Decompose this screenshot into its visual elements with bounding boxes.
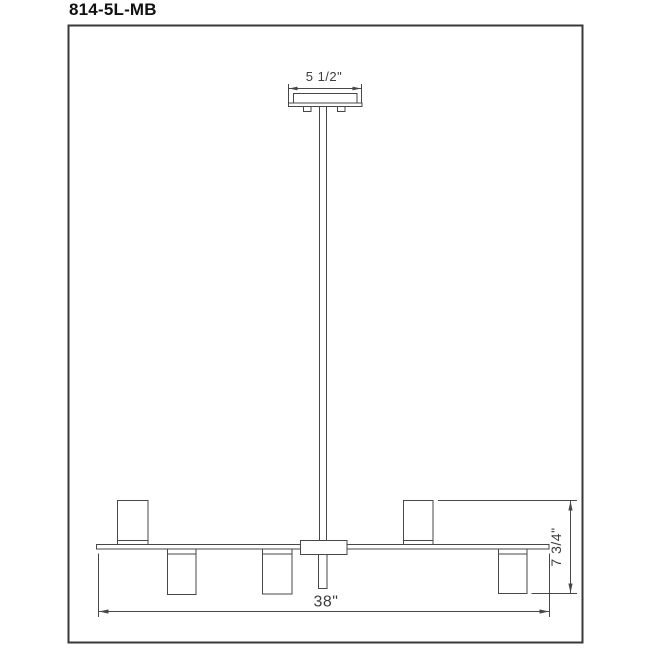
down-light-center-body <box>263 549 293 594</box>
width-label: 38" <box>313 593 339 611</box>
canopy-arrow-right <box>353 87 362 91</box>
up-light-right-body <box>404 501 434 545</box>
downrod-lower <box>319 555 328 589</box>
canopy-width-label: 5 1/2" <box>305 69 343 84</box>
height-arrow-bottom <box>568 584 572 594</box>
up-light-left-body <box>118 501 149 545</box>
downrod-upper <box>320 107 327 541</box>
height-label: 7 3/4" <box>548 527 564 567</box>
page-title: 814-5L-MB <box>69 0 157 19</box>
down-light-center <box>263 549 293 594</box>
down-light-left-body <box>168 549 197 595</box>
width-arrow-right <box>540 609 550 613</box>
height-arrow-top <box>568 501 572 511</box>
up-light-left <box>118 501 149 545</box>
down-light-right-body <box>499 549 528 594</box>
width-arrow-left <box>99 609 109 613</box>
canopy-mount-tab-left <box>304 107 312 112</box>
center-connector-block <box>301 541 348 555</box>
canopy-arrow-left <box>289 87 298 91</box>
canopy-body <box>294 94 358 104</box>
down-light-right <box>499 549 528 594</box>
up-light-right <box>404 501 434 545</box>
canopy-mount-tab-right <box>338 107 346 112</box>
down-light-left <box>168 549 197 595</box>
